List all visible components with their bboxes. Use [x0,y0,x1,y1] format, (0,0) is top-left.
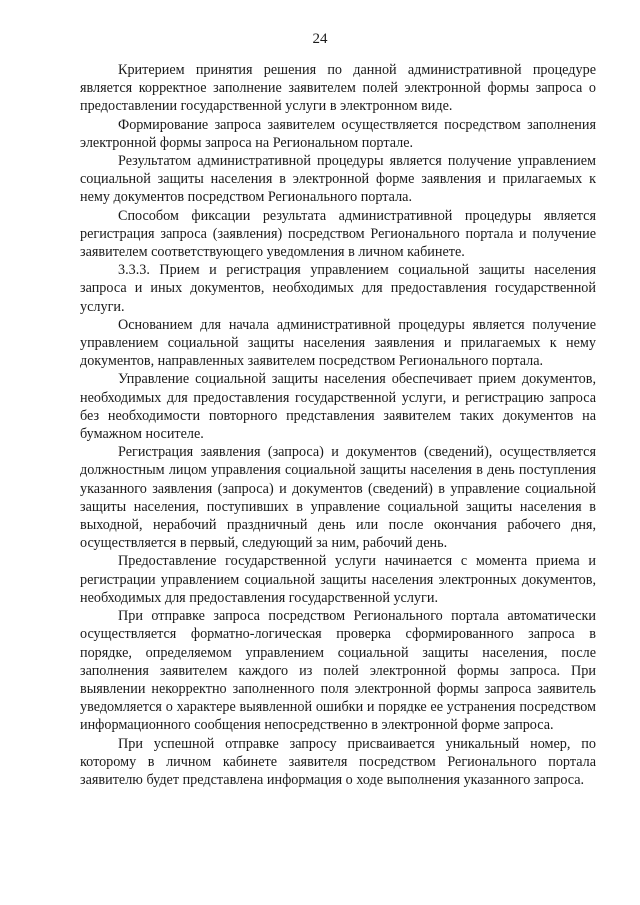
paragraph-document-acceptance: Управление социальной защиты населения обеспечивает прием документов, необходимых для предоставления государственной услуги, и регистрацию запроса без необходимости повторного представления заявителем таких документов на бумажном носителе. [80,371,596,443]
page-number: 24 [312,31,328,47]
paragraph-decision-criterion: Критерием принятия решения по данной административной процедуре является корректное заполнение заявителем полей электронной формы запроса о предоставлении государственной услуги в электронном виде. [80,62,596,115]
paragraph-format-logical-check: При отправке запроса посредством Регионального портала автоматически осуществляется форматно-логическая проверка сформированного запроса в порядке, определяемом управлением социальной защиты населения, после заполнения заявителем каждого из полей электронной формы запроса. При выявлении некорректно заполненного поля электронной формы запроса заявитель уведомляется о характере выявленной ошибки и порядке ее устранения посредством информационного сообщения непосредственно в электронной форме запроса. [80,608,596,734]
paragraph-service-start: Предоставление государственной услуги начинается с момента приема и регистрации управлением социальной защиты населения электронных документов, необходимых для предоставления государственной услуги. [80,553,596,606]
paragraph-procedure-basis: Основанием для начала административной процедуры является получение управлением социальной защиты населения заявления и прилагаемых к нему документов, направленных заявителем посредством Регионального портала. [80,316,596,370]
paragraph-unique-number: При успешной отправке запросу присваивается уникальный номер, по которому в личном кабинете заявителя посредством Регионального портала заявителю будет представлена информация о ходе выполнения указанного запроса. [80,735,596,788]
paragraph-request-formation: Формирование запроса заявителем осуществляется посредством заполнения электронной формы запроса на Региональном портале. [80,116,596,151]
paragraph-result-fixation: Способом фиксации результата административной процедуры является регистрация запроса (заявления) посредством Регионального портала и получение заявителем соответствующего уведомления в личном кабинете. [80,207,596,261]
paragraph-registration: Регистрация заявления (запроса) и документов (сведений), осуществляется должностным лицом управления социальной защиты населения в день поступления указанного заявления (запроса) и документов (сведений) в управление социальной защиты населения, поступивших в управление социальной защиты населения в выходной, нерабочий праздничный день или после окончания рабочего дня, осуществляется в первый, следующий за ним, рабочий день. [80,444,596,552]
paragraph-procedure-result: Результатом административной процедуры является получение управлением социальной защиты населения в электронной форме заявления и прилагаемых к нему документов посредством Регионального портала. [80,153,596,206]
section-heading-3-3-3: 3.3.3. Прием и регистрация управлением социальной защиты населения запроса и иных документов, необходимых для предоставления государственной услуги. [80,262,596,315]
document-body [80,61,596,789]
